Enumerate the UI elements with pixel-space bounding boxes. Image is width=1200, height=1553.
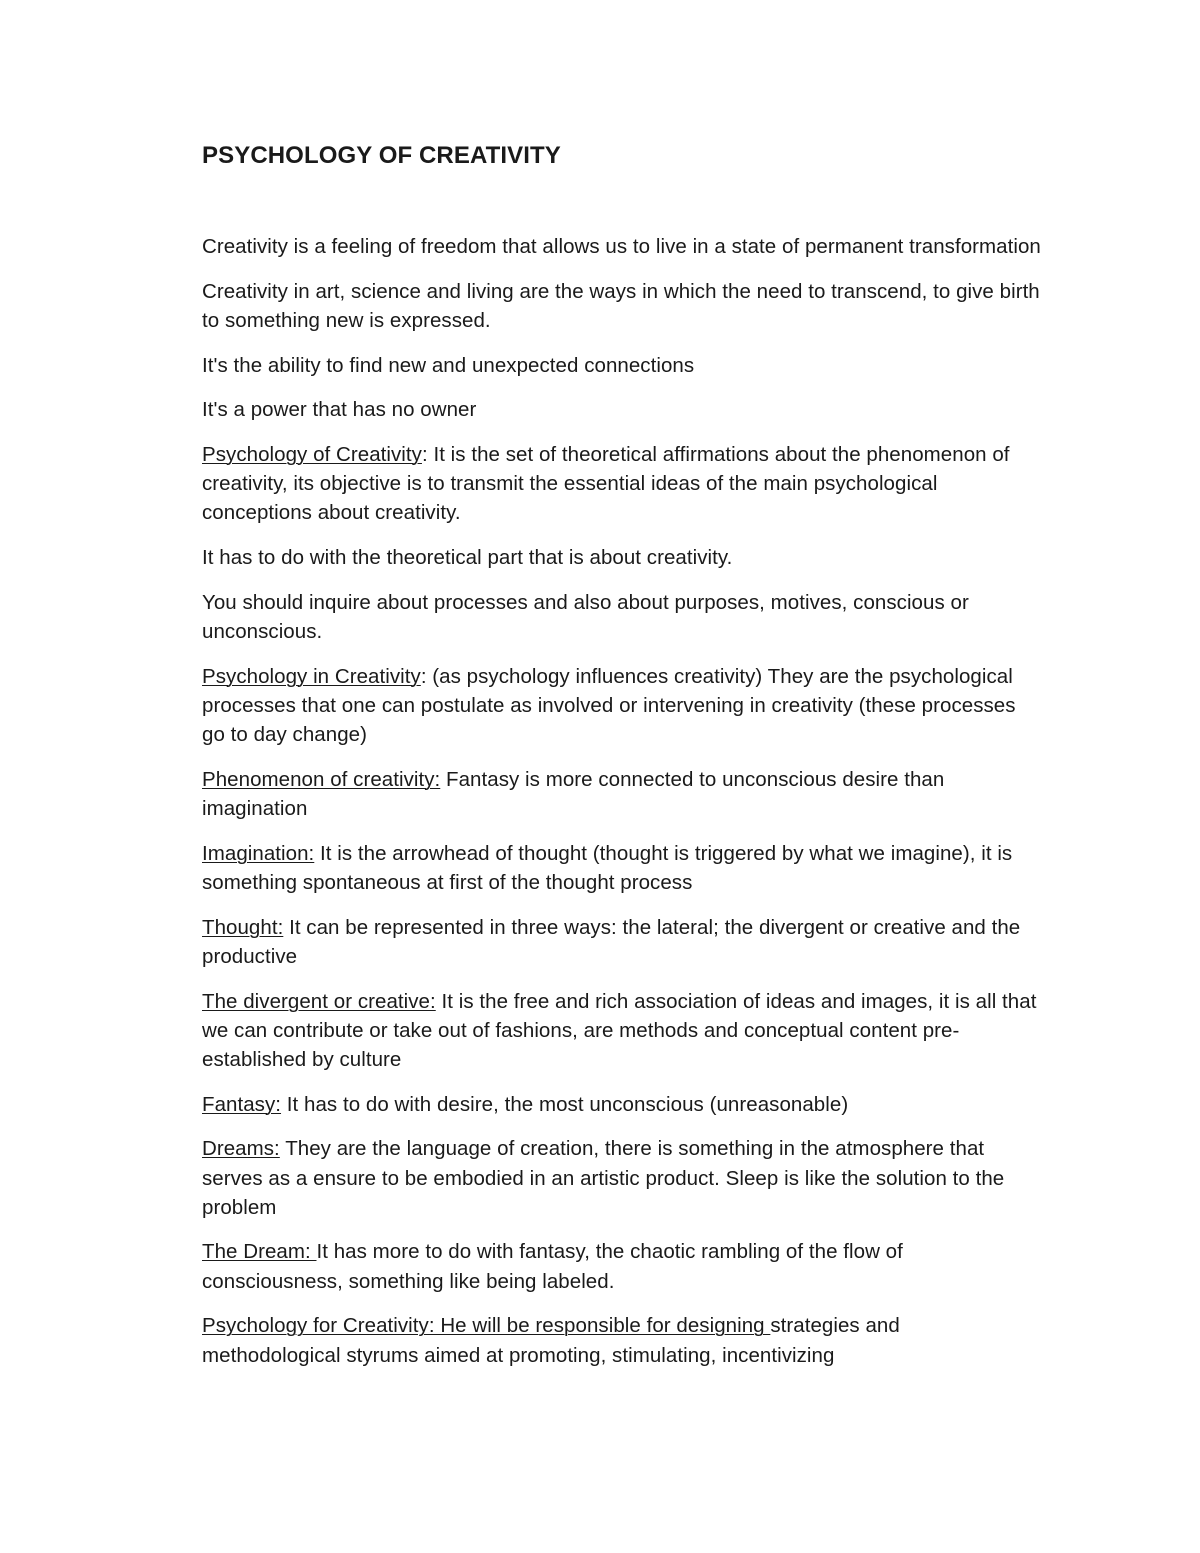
paragraph <box>202 1090 1042 1119</box>
paragraph-text: Creativity in art, science and living are the ways in which the need to transcend, to give birth to something new is expressed. <box>202 279 1040 332</box>
paragraph-text: It's a power that has no owner <box>202 398 477 422</box>
document-title: PSYCHOLOGY OF CREATIVITY <box>202 142 561 169</box>
paragraph-term: Psychology for Creativity: He will be responsible for designing <box>202 1314 771 1338</box>
paragraph-text: It's the ability to find new and unexpected connections <box>202 353 695 377</box>
paragraph <box>202 395 1042 424</box>
paragraph-text: Fantasy is more connected to unconscious desire than imagination <box>202 767 945 821</box>
paragraph <box>202 1134 1042 1222</box>
paragraph-term: The Dream: <box>202 1240 317 1264</box>
paragraph-term: Psychology in Creativity <box>202 664 421 688</box>
paragraph-text: : It is the set of theoretical affirmations about the phenomenon of creativity, its objective is to transmit the essential ideas of the main psychological conceptions about creativity. <box>202 443 1010 525</box>
paragraph-term: Dreams: <box>202 1137 280 1161</box>
paragraph-text: It has to do with desire, the most unconscious (unreasonable) <box>281 1092 849 1116</box>
paragraph-text: strategies and methodological styrums aimed at promoting, stimulating, incentivizing <box>202 1314 900 1367</box>
paragraph-term: Fantasy: <box>202 1092 282 1116</box>
paragraph-term: Thought: <box>202 915 284 939</box>
paragraph <box>202 543 1042 572</box>
paragraph <box>202 351 1042 380</box>
paragraph <box>202 839 1042 897</box>
document-page <box>202 140 1042 1385</box>
paragraph <box>202 913 1042 971</box>
paragraph-term: The divergent or creative: <box>202 989 436 1013</box>
paragraph-term: Imagination: <box>202 841 315 865</box>
paragraph-text: It has more to do with fantasy, the chaotic rambling of the flow of consciousness, something like being labeled. <box>202 1240 903 1293</box>
paragraph-term: Phenomenon of creativity: <box>202 767 441 791</box>
paragraph-term: Psychology of Creativity <box>202 443 422 467</box>
paragraph <box>202 277 1042 335</box>
paragraph <box>202 987 1042 1075</box>
paragraph-text: It can be represented in three ways: the lateral; the divergent or creative and the productive <box>202 915 1021 968</box>
paragraph-text: It is the arrowhead of thought (thought is triggered by what we imagine), it is something spontaneous at first of the thought process <box>202 841 1013 894</box>
paragraph <box>202 1237 1042 1295</box>
document-body <box>202 232 1042 1370</box>
paragraph-text: Creativity is a feeling of freedom that allows us to live in a state of permanent transformation <box>202 235 1041 258</box>
paragraph <box>202 588 1042 646</box>
paragraph-text: It has to do with the theoretical part that is about creativity. <box>202 546 733 570</box>
paragraph-text: : (as psychology influences creativity) They are the psychological processes that one can postulate as involved or intervening in creativity (these processes go to day change) <box>202 664 1016 747</box>
paragraph-text: You should inquire about processes and also about purposes, motives, conscious or unconscious. <box>202 590 969 644</box>
paragraph-text: It is the free and rich association of ideas and images, it is all that we can contribute or take out of fashions, are methods and conceptual content pre-established by culture <box>202 989 1037 1071</box>
paragraph <box>202 1311 1042 1369</box>
paragraph-text: They are the language of creation, there is something in the atmosphere that serves as a ensure to be embodied in an artistic product. Sleep is like the solution to the problem <box>202 1137 1005 1219</box>
paragraph <box>202 232 1042 261</box>
paragraph <box>202 662 1042 750</box>
paragraph <box>202 765 1042 823</box>
paragraph <box>202 440 1042 528</box>
